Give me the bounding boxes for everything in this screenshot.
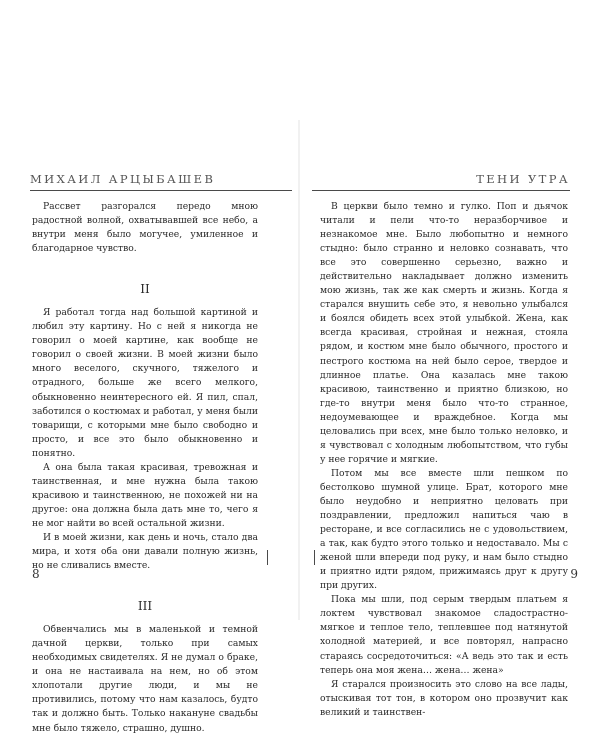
running-head-author: МИХАИЛ АРЦЫБАШЕВ [30,172,216,186]
paragraph: Рассвет разгорался передо мною радостной волной, охватывавшей все небо, а внутри меня было могучее, умиленное и благодарное чувство. [32,201,258,255]
section-gap [32,256,258,270]
section-gap [32,573,258,587]
right-text-block [320,200,568,720]
header-rule [30,190,292,191]
running-head-title: ТЕНИ УТРА [476,172,570,186]
footer-rule [314,550,315,565]
paragraph: Я старался произносить это слово на все лады, отыскивая тот тон, в котором оно прозвучит как великий и таинствен- [320,678,568,718]
paragraph: И в моей жизни, как день и ночь, стало два мира, и хотя оба они давали полную жизнь, но не сливались вместе. [32,531,258,572]
left-text-block [32,200,258,736]
section-heading-2: II [140,282,150,297]
paragraph: Пока мы шли, под серым твердым платьем я локтем чувствовал знакомое сладострастно-мягкое и теплое тело, теплевшее под натянутой холодной материей, и все повторял, напрасно стараясь сосредоточиться: «А ведь это так и есть теперь она моя жена… жена… жена» [320,594,568,676]
page-number: 8 [32,567,40,581]
header-rule [312,190,570,191]
page-number: 9 [570,567,578,581]
right-page [300,0,600,750]
section-heading-3: III [137,599,153,614]
paragraph: Обвенчались мы в маленькой и темной дачной церкви, только при самых необходимых свидетелях. Я не думал о браке, и она не настаивала на нем, но об этом хлопотали другие люди, и мы не противились, потому что нам казалось, будто так и должно быть. Только накануне свадьбы мне было тяжело, страшно, душно. [32,624,258,734]
paragraph: В церкви было темно и гулко. Поп и дьячок читали и пели что-то неразборчивое и незнакомое мне. Было любопытно и немного стыдно: было странно и неловко сознавать, что все это совершенно серьезно, важно и действительно накладывает должно изменить мою жизнь, так же как смерть и жизнь. Когда я старался внушить себе это, я невольно улыбался и боялся обидеть всех этой улыбкой. Жена, как всегда красивая, стройная и нежная, стояла рядом, и костюм мне было обычного, простого и пестрого костюма на ней было серое, твердое и длинное платье. Она казалась мне такою красивою, таинственно и приятно близкою, но где-то внутри меня было что-то странное, недоумевающее и враждебное. Когда мы целовались при всех, мне было только неловко, и я чувствовал с холодным любопытством, что губы у нее горячие и мягкие. [320,201,568,465]
paragraph: Потом мы все вместе шли пешком по бестолково шумной улице. Брат, которого мне было неудобно и неприятно целовать при поздравлении, предложил напиться чаю в ресторане, и все согласились не с удовольствием, а так, как будто этого только и недоставало. Мы с женой шли впереди под руку, и нам было стыдно и приятно идти рядом, прижимаясь друг к другу при других. [320,467,568,592]
footer-rule [267,550,268,565]
paragraph: А она была такая красивая, тревожная и таинственная, и мне нужна была такою красивою и таинственною, не похожей ни на другое: она должна была дать мне то, чего я не мог найти во всей остальной жизни. [32,461,258,529]
paragraph: Я работал тогда над большой картиной и любил эту картину. Но с ней я никогда не говорил о моей картине, как вообще не говорил о своей жизни. В моей жизни было много веселого, скучного, тяжелого и отрадного, больше же всего мелкого, обыкновенно неинтересного ей. Я пил, спал, заботился о костюмах и работал, у меня были товарищи, с которыми мне было свободно и просто, и все это было обыкновенно и понятно. [32,307,258,459]
